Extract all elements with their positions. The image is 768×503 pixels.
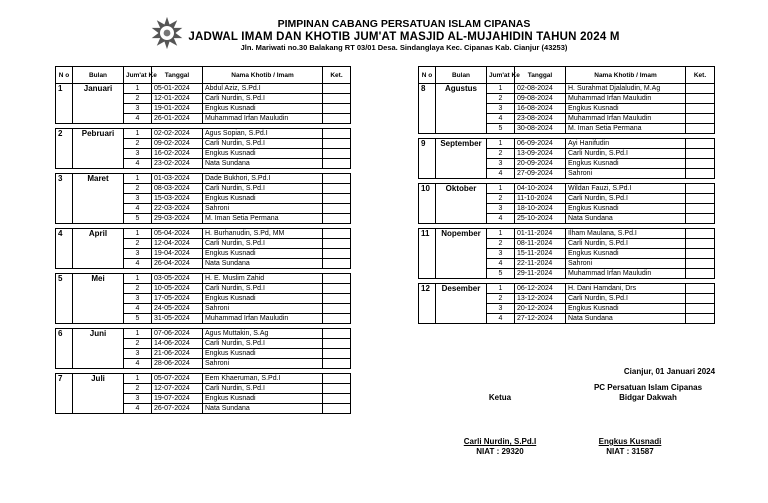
tanggal-cell: 12-04-2024 [152, 239, 203, 249]
table-row [56, 274, 351, 284]
khotib-name: Eem Khaeruman, S.Pd.I [203, 374, 323, 384]
month-name: Oktober [436, 184, 487, 224]
ket-cell [686, 204, 715, 214]
jumat-ke: 2 [124, 139, 152, 149]
month-name: Maret [73, 174, 124, 224]
tanggal-cell: 14-06-2024 [152, 339, 203, 349]
khotib-name: Carli Nurdin, S.Pd.I [203, 94, 323, 104]
signatory-2-niat: NIAT : 31587 [606, 447, 654, 456]
jumat-ke: 1 [124, 129, 152, 139]
jumat-ke: 2 [487, 239, 515, 249]
jumat-ke: 3 [124, 194, 152, 204]
signatory-1-name: Carli Nurdin, S.Pd.I [463, 437, 537, 446]
tanggal-cell: 29-03-2024 [152, 214, 203, 224]
khotib-name: Carli Nurdin, S.Pd.I [203, 284, 323, 294]
jumat-ke: 5 [487, 269, 515, 279]
tanggal-cell: 22-03-2024 [152, 204, 203, 214]
khotib-name: Ilham Maulana, S.Pd.I [566, 229, 686, 239]
khotib-name: Carli Nurdin, S.Pd.I [566, 149, 686, 159]
month-name: Pebruari [73, 129, 124, 169]
table-row [56, 374, 351, 384]
jumat-ke: 2 [487, 194, 515, 204]
ket-cell [686, 229, 715, 239]
ket-cell [323, 114, 351, 124]
khotib-name: Nata Sundana [203, 159, 323, 169]
month-number: 4 [56, 229, 73, 269]
jumat-ke: 4 [124, 159, 152, 169]
khotib-name: Nata Sundana [566, 314, 686, 324]
jumat-ke: 5 [124, 214, 152, 224]
khotib-name: Sahroni [566, 259, 686, 269]
khotib-name: Engkus Kusnadi [566, 204, 686, 214]
ket-cell [323, 84, 351, 94]
tanggal-cell: 29-11-2024 [515, 269, 566, 279]
khotib-name: Agus Muttakin, S.Ag [203, 329, 323, 339]
khotib-name: Engkus Kusnadi [203, 149, 323, 159]
tanggal-cell: 02-08-2024 [515, 84, 566, 94]
table-row [419, 284, 715, 294]
tanggal-cell: 09-08-2024 [515, 94, 566, 104]
month-number: 3 [56, 174, 73, 224]
jumat-ke: 1 [124, 84, 152, 94]
khotib-name: Muhammad Irfan Mauludin [566, 114, 686, 124]
ket-cell [323, 274, 351, 284]
jumat-ke: 3 [124, 394, 152, 404]
ket-cell [323, 284, 351, 294]
ket-cell [323, 384, 351, 394]
ket-cell [686, 84, 715, 94]
table-row [56, 229, 351, 239]
khotib-name: H. Surahmat Djalaludin, M.Ag [566, 84, 686, 94]
jumat-ke: 4 [487, 314, 515, 324]
tanggal-cell: 15-11-2024 [515, 249, 566, 259]
tanggal-cell: 25-10-2024 [515, 214, 566, 224]
jumat-ke: 2 [124, 94, 152, 104]
tanggal-cell: 19-01-2024 [152, 104, 203, 114]
khotib-name: H. Dani Hamdani, Drs [566, 284, 686, 294]
ket-cell [686, 304, 715, 314]
table-row [419, 184, 715, 194]
jumat-ke: 3 [487, 304, 515, 314]
khotib-name: Carli Nurdin, S.Pd.I [566, 294, 686, 304]
jumat-ke: 4 [124, 114, 152, 124]
ket-cell [686, 114, 715, 124]
col-jumat-header: Jum'at Ke [124, 67, 152, 84]
ket-cell [323, 214, 351, 224]
jumat-ke: 3 [487, 159, 515, 169]
ket-cell [323, 239, 351, 249]
khotib-name: Engkus Kusnadi [203, 294, 323, 304]
month-name: Januari [73, 84, 124, 124]
table-row [56, 84, 351, 94]
address-line: Jln. Mariwati no.30 Balakang RT 03/01 Desa. Sindanglaya Kec. Cipanas Kab. Cianjur (43253) [240, 43, 568, 52]
tanggal-cell: 30-08-2024 [515, 124, 566, 134]
ket-cell [686, 259, 715, 269]
tanggal-cell: 05-04-2024 [152, 229, 203, 239]
ket-cell [686, 239, 715, 249]
khotib-name: Carli Nurdin, S.Pd.I [203, 139, 323, 149]
jumat-ke: 3 [124, 149, 152, 159]
khotib-name: Sahroni [203, 304, 323, 314]
ket-cell [686, 284, 715, 294]
jumat-ke: 2 [487, 294, 515, 304]
jumat-ke: 4 [487, 214, 515, 224]
month-number: 8 [419, 84, 436, 134]
jumat-ke: 2 [487, 94, 515, 104]
khotib-name: Sahroni [203, 359, 323, 369]
ket-cell [323, 159, 351, 169]
jumat-ke: 3 [487, 204, 515, 214]
jumat-ke: 1 [487, 84, 515, 94]
khotib-name: Carli Nurdin, S.Pd.I [203, 384, 323, 394]
jumat-ke: 1 [487, 184, 515, 194]
org-name: PIMPINAN CABANG PERSATUAN ISLAM CIPANAS [277, 18, 531, 30]
tanggal-cell: 20-12-2024 [515, 304, 566, 314]
jumat-ke: 3 [487, 249, 515, 259]
tanggal-cell: 02-02-2024 [152, 129, 203, 139]
jumat-ke: 1 [124, 329, 152, 339]
tanggal-cell: 12-01-2024 [152, 94, 203, 104]
month-name: April [73, 229, 124, 269]
tanggal-cell: 26-01-2024 [152, 114, 203, 124]
jumat-ke: 4 [124, 304, 152, 314]
ket-cell [686, 249, 715, 259]
ket-cell [323, 339, 351, 349]
khotib-name: Sahroni [566, 169, 686, 179]
khotib-name: Carli Nurdin, S.Pd.I [566, 239, 686, 249]
jumat-ke: 2 [124, 239, 152, 249]
ket-cell [686, 194, 715, 204]
jumat-ke: 2 [124, 184, 152, 194]
tanggal-cell: 07-06-2024 [152, 329, 203, 339]
jumat-ke: 3 [124, 104, 152, 114]
jumat-ke: 4 [487, 169, 515, 179]
jumat-ke: 1 [124, 229, 152, 239]
document-header [0, 18, 768, 52]
ket-cell [323, 394, 351, 404]
jumat-ke: 2 [124, 284, 152, 294]
khotib-name: Nata Sundana [203, 259, 323, 269]
col-nama-header: Nama Khotib / Imam [203, 67, 323, 84]
ket-cell [323, 194, 351, 204]
tanggal-cell: 23-08-2024 [515, 114, 566, 124]
jumat-ke: 4 [487, 114, 515, 124]
khotib-name: Dade Bukhori, S.Pd.I [203, 174, 323, 184]
schedule-table-left [55, 66, 351, 414]
col-nama-header: Nama Khotib / Imam [566, 67, 686, 84]
ket-cell [323, 259, 351, 269]
col-ket-header: Ket. [323, 67, 351, 84]
jumat-ke: 4 [124, 204, 152, 214]
khotib-name: Muhammad Irfan Mauludin [203, 314, 323, 324]
document-title: JADWAL IMAM DAN KHOTIB JUM'AT MASJID AL-MUJAHIDIN TAHUN 2024 M [188, 31, 620, 43]
khotib-name: M. Iman Setia Permana [566, 124, 686, 134]
ket-cell [323, 404, 351, 414]
jumat-ke: 1 [487, 284, 515, 294]
tanggal-cell: 10-05-2024 [152, 284, 203, 294]
khotib-name: Carli Nurdin, S.Pd.I [203, 339, 323, 349]
ket-cell [686, 124, 715, 134]
col-ket-header: Ket. [686, 67, 715, 84]
khotib-name: Engkus Kusnadi [203, 104, 323, 114]
khotib-name: Engkus Kusnadi [566, 249, 686, 259]
jumat-ke: 3 [124, 249, 152, 259]
jumat-ke: 3 [487, 104, 515, 114]
month-name: Nopember [436, 229, 487, 279]
tanggal-cell: 15-03-2024 [152, 194, 203, 204]
ketua-label: Ketua [488, 393, 512, 402]
signatory-org [578, 383, 718, 403]
table-row [56, 129, 351, 139]
ket-cell [323, 204, 351, 214]
schedule-table-right [418, 66, 715, 324]
table-row [419, 229, 715, 239]
place-date: Cianjur, 01 Januari 2024 [623, 367, 716, 376]
ket-cell [686, 139, 715, 149]
tanggal-cell: 21-06-2024 [152, 349, 203, 359]
jumat-ke: 1 [124, 174, 152, 184]
khotib-name: Carli Nurdin, S.Pd.I [203, 239, 323, 249]
table-row [56, 174, 351, 184]
tanggal-cell: 12-07-2024 [152, 384, 203, 394]
tanggal-cell: 08-03-2024 [152, 184, 203, 194]
month-number: 12 [419, 284, 436, 324]
ket-cell [686, 94, 715, 104]
khotib-name: Nata Sundana [203, 404, 323, 414]
tanggal-cell: 28-06-2024 [152, 359, 203, 369]
signatory-1-niat: NIAT : 29320 [476, 447, 524, 456]
col-bulan-header: Bulan [73, 67, 124, 84]
khotib-name: Abdul Aziz, S.Pd.I [203, 84, 323, 94]
col-tanggal-header: Tanggal [152, 67, 203, 84]
khotib-name: Wildan Fauzi, S.Pd.I [566, 184, 686, 194]
jumat-ke: 5 [124, 314, 152, 324]
ket-cell [323, 174, 351, 184]
jumat-ke: 1 [124, 274, 152, 284]
signatory-1 [440, 437, 560, 457]
month-name: Juli [73, 374, 124, 414]
signatory-org-line1: PC Persatuan Islam Cipanas [593, 383, 703, 392]
khotib-name: H. E. Muslim Zahid [203, 274, 323, 284]
month-name: Desember [436, 284, 487, 324]
month-name: September [436, 139, 487, 179]
tanggal-cell: 06-12-2024 [515, 284, 566, 294]
ket-cell [323, 184, 351, 194]
jumat-ke: 1 [487, 229, 515, 239]
ket-cell [686, 314, 715, 324]
month-number: 9 [419, 139, 436, 179]
jumat-ke: 1 [487, 139, 515, 149]
tanggal-cell: 16-02-2024 [152, 149, 203, 159]
jumat-ke: 4 [487, 259, 515, 269]
tanggal-cell: 11-10-2024 [515, 194, 566, 204]
jumat-ke: 2 [124, 339, 152, 349]
khotib-name: Engkus Kusnadi [203, 394, 323, 404]
tanggal-cell: 23-02-2024 [152, 159, 203, 169]
khotib-name: Carli Nurdin, S.Pd.I [566, 194, 686, 204]
ket-cell [686, 269, 715, 279]
jumat-ke: 3 [124, 349, 152, 359]
ket-cell [323, 329, 351, 339]
khotib-name: Engkus Kusnadi [203, 349, 323, 359]
col-no-header: N o [56, 67, 73, 84]
khotib-name: Muhammad Irfan Mauludin [203, 114, 323, 124]
ket-cell [686, 294, 715, 304]
jumat-ke: 2 [487, 149, 515, 159]
signatory-org-line2: Bidgar Dakwah [619, 393, 677, 402]
tanggal-cell: 18-10-2024 [515, 204, 566, 214]
ket-cell [686, 184, 715, 194]
ket-cell [323, 314, 351, 324]
khotib-name: Nata Sundana [566, 214, 686, 224]
month-number: 5 [56, 274, 73, 324]
tanggal-cell: 31-05-2024 [152, 314, 203, 324]
tanggal-cell: 01-03-2024 [152, 174, 203, 184]
tanggal-cell: 24-05-2024 [152, 304, 203, 314]
month-number: 6 [56, 329, 73, 369]
ket-cell [686, 159, 715, 169]
khotib-name: Engkus Kusnadi [566, 304, 686, 314]
jumat-ke: 2 [124, 384, 152, 394]
ket-cell [323, 229, 351, 239]
month-number: 1 [56, 84, 73, 124]
tanggal-cell: 19-07-2024 [152, 394, 203, 404]
ket-cell [686, 149, 715, 159]
ket-cell [323, 359, 351, 369]
ket-cell [323, 104, 351, 114]
tanggal-cell: 05-07-2024 [152, 374, 203, 384]
table-row [419, 84, 715, 94]
ket-cell [323, 349, 351, 359]
khotib-name: H. Burhanudin, S.Pd, MM [203, 229, 323, 239]
col-jumat-header: Jum'at Ke [487, 67, 515, 84]
signatory-2-name: Engkus Kusnadi [598, 437, 662, 446]
col-tanggal-header: Tanggal [515, 67, 566, 84]
tanggal-cell: 20-09-2024 [515, 159, 566, 169]
table-row [419, 139, 715, 149]
khotib-name: Ayi Hanifudin [566, 139, 686, 149]
khotib-name: Engkus Kusnadi [203, 249, 323, 259]
jumat-ke: 1 [124, 374, 152, 384]
month-number: 10 [419, 184, 436, 224]
tanggal-cell: 16-08-2024 [515, 104, 566, 114]
ket-cell [323, 374, 351, 384]
col-bulan-header: Bulan [436, 67, 487, 84]
signatory-2 [570, 437, 690, 457]
khotib-name: Carli Nurdin, S.Pd.I [203, 184, 323, 194]
ket-cell [323, 149, 351, 159]
tanggal-cell: 06-09-2024 [515, 139, 566, 149]
jumat-ke: 4 [124, 259, 152, 269]
khotib-name: Muhammad Irfan Mauludin [566, 269, 686, 279]
month-name: Juni [73, 329, 124, 369]
ket-cell [323, 94, 351, 104]
tanggal-cell: 05-01-2024 [152, 84, 203, 94]
table-row [56, 329, 351, 339]
khotib-name: Engkus Kusnadi [566, 159, 686, 169]
ket-cell [323, 294, 351, 304]
tanggal-cell: 22-11-2024 [515, 259, 566, 269]
tanggal-cell: 09-02-2024 [152, 139, 203, 149]
tanggal-cell: 01-11-2024 [515, 229, 566, 239]
month-number: 11 [419, 229, 436, 279]
jumat-ke: 4 [124, 404, 152, 414]
jumat-ke: 3 [124, 294, 152, 304]
khotib-name: M. Iman Setia Permana [203, 214, 323, 224]
khotib-name: Agus Sopian, S.Pd.I [203, 129, 323, 139]
month-number: 2 [56, 129, 73, 169]
tanggal-cell: 17-05-2024 [152, 294, 203, 304]
tanggal-cell: 13-09-2024 [515, 149, 566, 159]
khotib-name: Sahroni [203, 204, 323, 214]
khotib-name: Muhammad Irfan Mauludin [566, 94, 686, 104]
khotib-name: Engkus Kusnadi [566, 104, 686, 114]
ket-cell [686, 169, 715, 179]
month-name: Agustus [436, 84, 487, 134]
tanggal-cell: 27-09-2024 [515, 169, 566, 179]
tanggal-cell: 04-10-2024 [515, 184, 566, 194]
jumat-ke: 5 [487, 124, 515, 134]
col-no-header: N o [419, 67, 436, 84]
ket-cell [323, 139, 351, 149]
tanggal-cell: 26-04-2024 [152, 259, 203, 269]
ket-cell [686, 104, 715, 114]
tanggal-cell: 19-04-2024 [152, 249, 203, 259]
tanggal-cell: 03-05-2024 [152, 274, 203, 284]
header-row [56, 67, 351, 84]
ket-cell [323, 304, 351, 314]
tanggal-cell: 27-12-2024 [515, 314, 566, 324]
month-number: 7 [56, 374, 73, 414]
khotib-name: Engkus Kusnadi [203, 194, 323, 204]
ket-cell [323, 129, 351, 139]
jumat-ke: 4 [124, 359, 152, 369]
ket-cell [323, 249, 351, 259]
tanggal-cell: 08-11-2024 [515, 239, 566, 249]
tanggal-cell: 26-07-2024 [152, 404, 203, 414]
tanggal-cell: 13-12-2024 [515, 294, 566, 304]
header-row [419, 67, 715, 84]
month-name: Mei [73, 274, 124, 324]
ket-cell [686, 214, 715, 224]
